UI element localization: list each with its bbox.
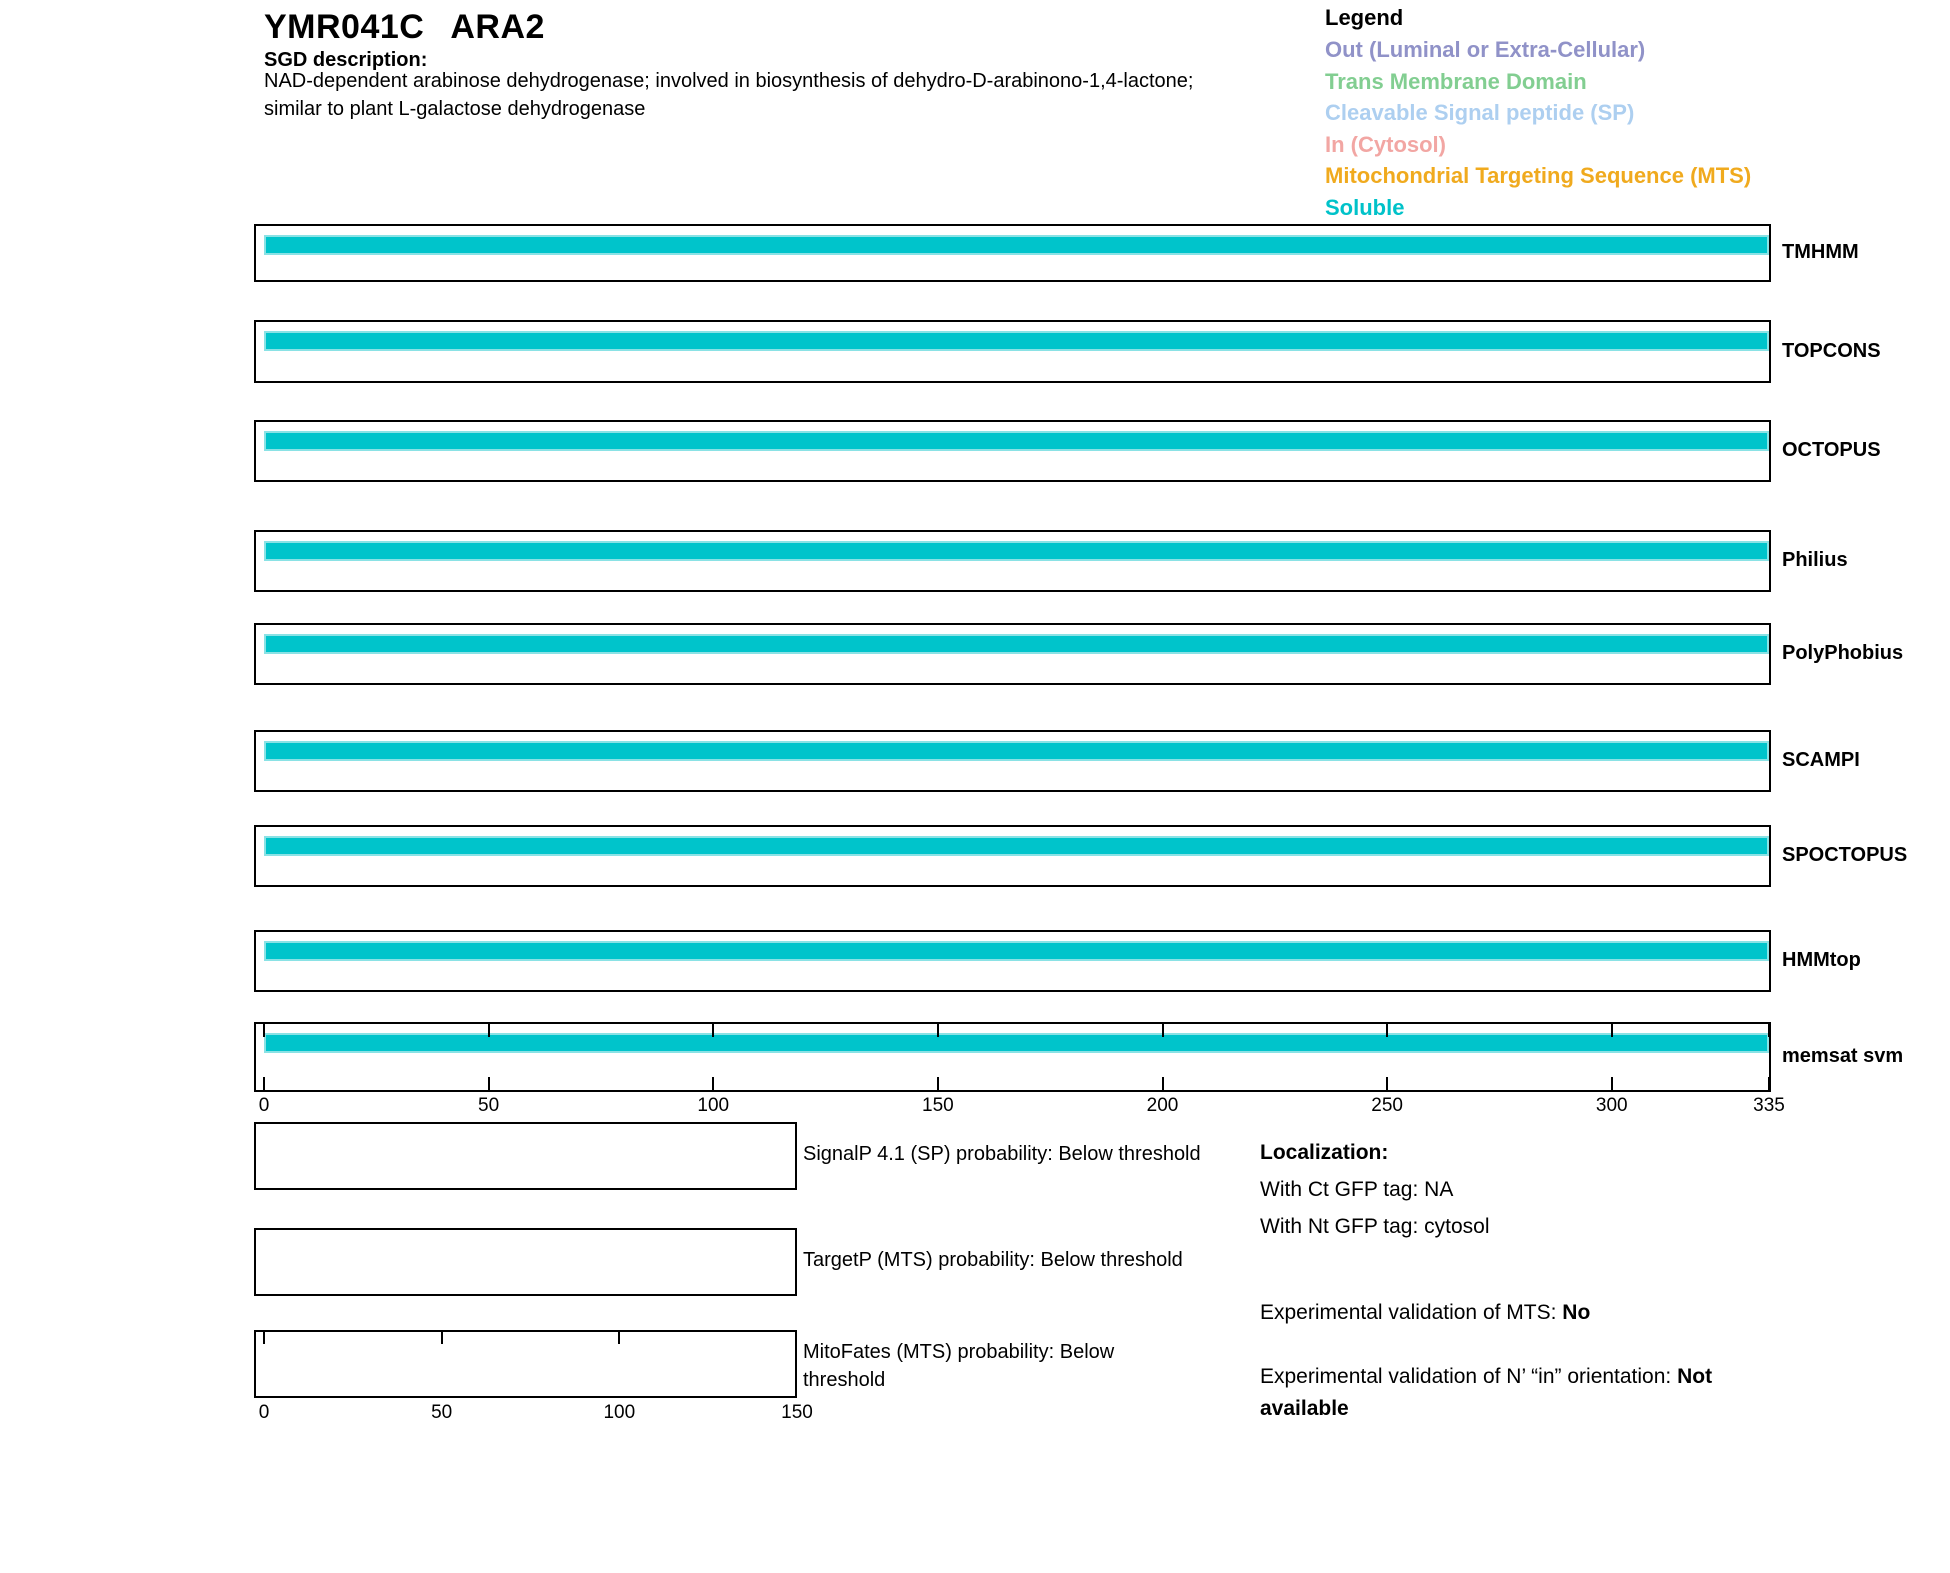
soluble-bar: [264, 741, 1769, 761]
gene-id: YMR041C: [264, 8, 425, 46]
soluble-bar: [264, 634, 1769, 654]
track-label: SCAMPI: [1782, 749, 1860, 771]
signalp-label: SignalP 4.1 (SP) probability: Below threshold: [803, 1143, 1201, 1165]
soluble-bar: [264, 431, 1769, 451]
ct-gfp-tag-line: With Ct GFP tag: NA: [1260, 1178, 1454, 1201]
track-box: [254, 420, 1771, 482]
axis-tick-label: 50: [478, 1095, 500, 1116]
gene-name: ARA2: [450, 8, 545, 46]
memsat-bottom-tick: [1386, 1077, 1388, 1090]
mts-validation-value: No: [1562, 1301, 1591, 1324]
track-box: [254, 930, 1771, 992]
track-label: HMMtop: [1782, 949, 1861, 971]
track-label: Philius: [1782, 549, 1848, 571]
track-label: PolyPhobius: [1782, 642, 1904, 664]
track-label: TOPCONS: [1782, 339, 1881, 362]
nt-gfp-tag-line: With Nt GFP tag: cytosol: [1260, 1215, 1490, 1238]
track-box: [254, 320, 1771, 383]
axis-tick-label: 300: [1595, 1095, 1628, 1116]
track-box: [254, 730, 1771, 792]
memsat-top-tick: [488, 1024, 490, 1037]
localization-heading: Localization:: [1260, 1141, 1389, 1164]
track-box: [254, 825, 1771, 887]
orientation-validation-value: Not available: [1260, 1365, 1713, 1420]
mitofates-tick: [441, 1332, 443, 1344]
sgd-description-line2: similar to plant L-galactose dehydrogenase: [264, 98, 646, 120]
axis-tick-label: 200: [1146, 1095, 1179, 1116]
prob-axis-tick-label: 100: [603, 1402, 636, 1423]
legend-item: Mitochondrial Targeting Sequence (MTS): [1325, 163, 1752, 188]
sgd-description-line1: NAD-dependent arabinose dehydrogenase; involved in biosynthesis of dehydro-D-arabinono-1,4-lactone;: [264, 70, 1194, 92]
track-label: TMHMM: [1782, 241, 1859, 263]
mitofates-tick: [263, 1332, 265, 1344]
mitofates-label: MitoFates (MTS) probability: Below threshold: [803, 1341, 1115, 1391]
memsat-bottom-tick: [1611, 1077, 1613, 1090]
prob-axis-tick-label: 0: [258, 1402, 270, 1423]
sgd-description-heading: SGD description:: [264, 49, 428, 71]
memsat-top-tick: [1611, 1024, 1613, 1037]
soluble-bar: [264, 836, 1769, 856]
legend-item: Out (Luminal or Extra-Cellular): [1325, 37, 1646, 62]
probability-box: [254, 1330, 797, 1398]
memsat-bottom-tick: [488, 1077, 490, 1090]
track-label: memsat svm: [1782, 1045, 1904, 1067]
soluble-bar: [264, 1033, 1769, 1053]
track-box: [254, 623, 1771, 685]
axis-tick-label: 100: [697, 1095, 730, 1116]
memsat-bottom-tick: [712, 1077, 714, 1090]
page-title: [264, 8, 545, 47]
soluble-bar: [264, 941, 1769, 961]
memsat-bottom-tick: [1768, 1077, 1770, 1090]
memsat-top-tick: [1386, 1024, 1388, 1037]
probability-box: [254, 1228, 797, 1296]
legend-title: Legend: [1325, 5, 1404, 30]
orientation-validation-line: [1260, 1361, 1765, 1425]
memsat-bottom-tick: [263, 1077, 265, 1090]
legend-item: Trans Membrane Domain: [1325, 68, 1587, 94]
track-label: OCTOPUS: [1782, 439, 1881, 461]
memsat-top-tick: [937, 1024, 939, 1037]
memsat-bottom-tick: [937, 1077, 939, 1090]
axis-tick-label: 335: [1753, 1095, 1785, 1116]
axis-tick-label: 250: [1371, 1095, 1403, 1116]
axis-tick-label: 150: [922, 1095, 954, 1116]
soluble-bar: [264, 541, 1769, 561]
orientation-validation-text: Experimental validation of N’ “in” orientation:: [1260, 1365, 1678, 1388]
memsat-top-tick: [1162, 1024, 1164, 1037]
mitofates-tick: [618, 1332, 620, 1344]
probability-box: [254, 1122, 797, 1190]
memsat-top-tick: [263, 1024, 265, 1037]
axis-tick-label: 0: [258, 1095, 270, 1116]
targetp-label: TargetP (MTS) probability: Below threshold: [803, 1249, 1183, 1271]
legend-item: In (Cytosol): [1325, 131, 1446, 157]
prob-axis-tick-label: 50: [431, 1402, 453, 1423]
legend-item: Soluble: [1325, 194, 1405, 220]
legend-item: Cleavable Signal peptide (SP): [1325, 100, 1635, 125]
mts-validation-line: [1260, 1301, 1590, 1325]
memsat-top-tick: [1768, 1024, 1770, 1037]
memsat-bottom-tick: [1162, 1077, 1164, 1090]
soluble-bar: [264, 331, 1769, 351]
prob-axis-tick-label: 150: [781, 1402, 813, 1423]
memsat-top-tick: [712, 1024, 714, 1037]
soluble-bar: [264, 235, 1769, 255]
mts-validation-text: Experimental validation of MTS:: [1260, 1301, 1563, 1324]
track-box: [254, 530, 1771, 592]
track-label: SPOCTOPUS: [1782, 844, 1908, 866]
